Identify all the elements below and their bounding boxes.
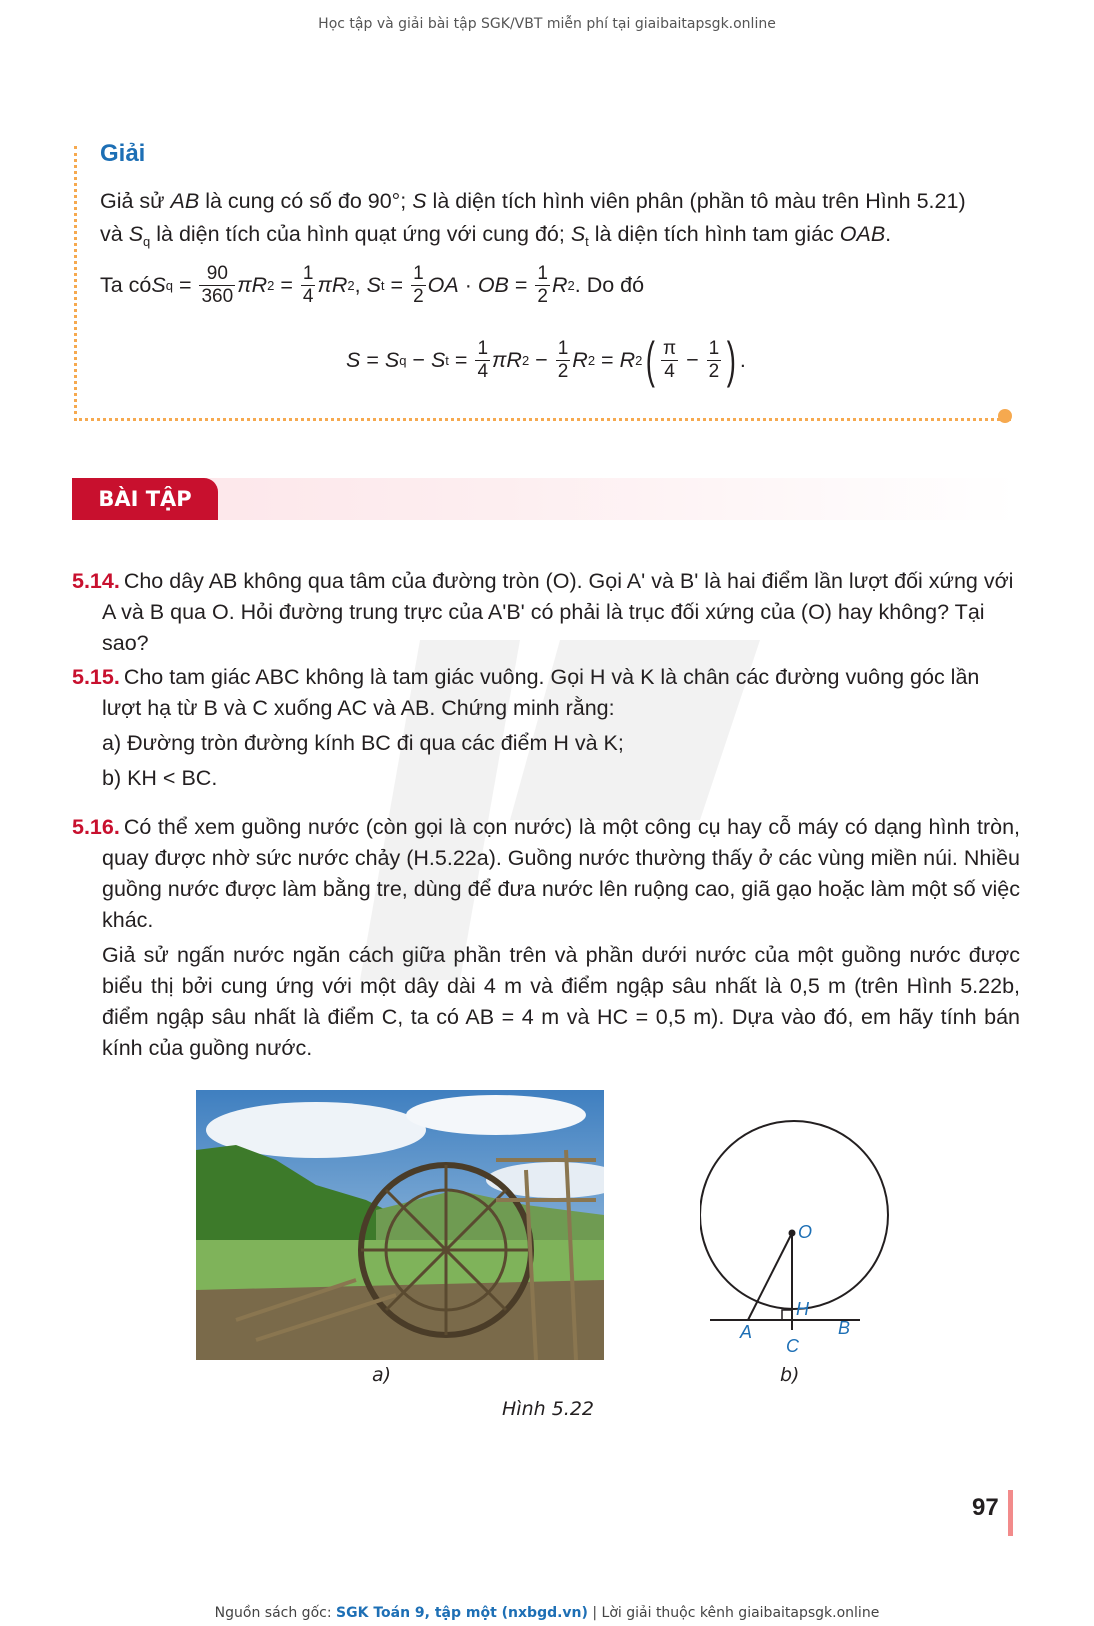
footer-suffix: | Lời giải thuộc kênh giaibaitapsgk.online	[587, 1605, 880, 1621]
text: Ta có	[100, 272, 152, 297]
solution-line-1	[100, 186, 1000, 217]
label-c: C	[786, 1336, 799, 1356]
text: S	[412, 189, 427, 213]
label-h: H	[796, 1299, 809, 1319]
figure-label-b: b)	[780, 1364, 800, 1386]
header-note: Học tập và giải bài tập SGK/VBT miễn phí tại giaibaitapsgk.online	[318, 16, 776, 32]
circle-diagram	[700, 1120, 900, 1360]
text: là cung có số đo 90°;	[199, 189, 413, 213]
exercise-number: 5.14.	[72, 569, 120, 593]
footer-prefix: Nguồn sách gốc:	[214, 1605, 337, 1621]
solution-formula-2: S = S q − S t = $\frac{1}{4}$ πR 2 − $\frac{1}{2}$ R 2 = R 2 ( $\frac{\pi}{4}$ − $\frac{1}{2}$ ) .	[346, 332, 746, 388]
right-angle-mark	[782, 1310, 792, 1320]
text: OAB	[839, 222, 886, 246]
exercise-number: 5.15.	[72, 665, 120, 689]
exercise-5-16	[72, 812, 1020, 1064]
oa-line	[748, 1233, 792, 1320]
text: .	[885, 222, 892, 246]
label-a: A	[740, 1322, 753, 1342]
figure-label-a: a)	[372, 1364, 392, 1386]
solution-line-2: và $S_q$ là diện tích của hình quạt ứng với cung đó; $S_t$ là diện tích hình tam giác OAB.	[100, 222, 892, 249]
exercise-text: Cho tam giác ABC không là tam giác vuông. Gọi H và K là chân các đường vuông góc lần lượt hạ từ B và C xuống AC và AB. Chứng minh rằng:	[102, 665, 980, 720]
page-number: 97	[972, 1494, 999, 1521]
exercise-5-15	[72, 662, 1020, 794]
solution-formula-1: Ta có S q = $\frac{90}{360}$ πR 2 = $\frac{1}{4}$ πR 2 , S t = $\frac{1}{2}$ OA · OB = $\frac{1}{2}$ R 2 . Do đó	[100, 262, 645, 307]
exercise-part-b: b) KH < BC.	[102, 766, 218, 790]
exercise-text: Cho dây AB không qua tâm của đường tròn (O). Gọi A' và B' là hai điểm lần lượt đối xứng với A và B qua O. Hỏi đường trung trực của A'B' có phải là trục đối xứng của (O) hay không? Tại sao?	[102, 569, 1014, 655]
text: là diện tích của hình quạt ứng với cung đó;	[150, 222, 571, 246]
text: và	[100, 222, 129, 246]
section-label: BÀI TẬP	[72, 478, 218, 520]
water-wheel-photo	[196, 1090, 604, 1360]
footer	[0, 1605, 1094, 1621]
footer-book-link[interactable]: SGK Toán 9, tập một (nxbgd.vn)	[336, 1605, 588, 1621]
text: là diện tích hình tam giác	[588, 222, 840, 246]
center-point	[789, 1230, 796, 1237]
exercise-part-a: a) Đường tròn đường kính BC đi qua các điểm H và K;	[102, 731, 624, 755]
text: AB	[170, 189, 200, 213]
exercise-text-2: Giả sử ngấn nước ngăn cách giữa phần trên và phần dưới nước của một guồng nước được biểu thị bởi cung ứng với một dây dài 4 m và điểm ngập sâu nhất là 0,5 m (trên Hình 5.22b, điểm ngập sâu nhất là điểm C, ta có AB = 4 m và HC = 0,5 m). Dựa vào đó, em hãy tính bán kính của guồng nước.	[102, 943, 1020, 1060]
circle-outline	[700, 1121, 888, 1309]
solution-box-end-dot	[998, 409, 1012, 423]
figure-caption: Hình 5.22	[502, 1398, 594, 1420]
label-b: B	[838, 1318, 851, 1338]
text: là diện tích hình viên phân (phần tô màu trên Hình 5.21)	[426, 189, 966, 213]
text: . Do đó	[574, 272, 645, 297]
page-number-bar	[1008, 1490, 1013, 1536]
exercise-text: Có thể xem guồng nước (còn gọi là cọn nước) là một công cụ hay cỗ máy có dạng hình tròn, quay được nhờ sức nước chảy (H.5.22a). Guồng nước thường thấy ở các vùng miền núi. Nhiều guồng nước được làm bằng tre, dùng để đưa nước lên ruộng cao, giã gạo hoặc làm một số việc khác.	[102, 815, 1020, 932]
exercise-5-14	[72, 566, 1020, 659]
exercise-number: 5.16.	[72, 815, 120, 839]
solution-title: Giải	[100, 140, 146, 167]
label-o: O	[798, 1222, 813, 1242]
text: Giả sử	[100, 189, 171, 213]
